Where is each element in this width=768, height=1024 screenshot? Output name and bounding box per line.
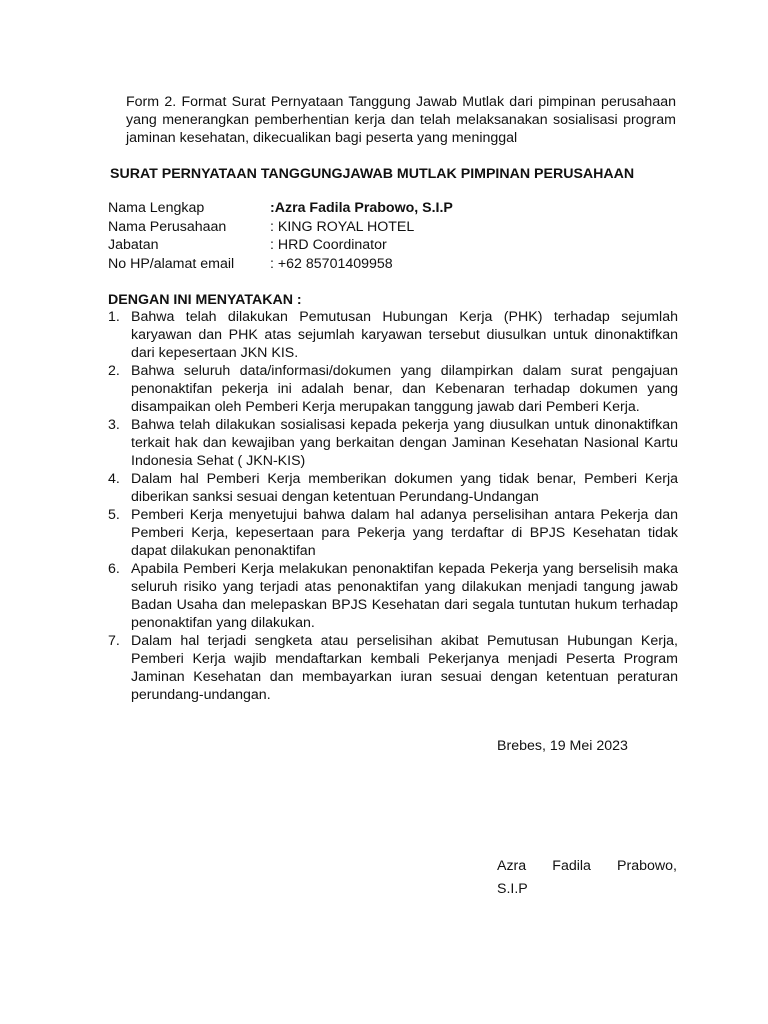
document-title: SURAT PERNYATAAN TANGGUNGJAWAB MUTLAK PIMPINAN PERUSAHAAN	[110, 166, 635, 182]
statement-text: Dalam hal terjadi sengketa atau perselisihan akibat Pemutusan Hubungan Kerja, Pemberi Kerja wajib mendaftarkan kembali Pekerjanya menjadi Peserta Program Jaminan Kesehatan dan membayarkan iuran sesuai dengan ketentuan peraturan perundang-undangan.	[131, 633, 678, 703]
statement-item	[108, 416, 678, 470]
statement-item	[108, 506, 678, 560]
statement-item	[108, 470, 678, 506]
statement-text: Pemberi Kerja menyetujui bahwa dalam hal adanya perselisihan antara Pekerja dan Pemberi Kerja, kepesertaan para Pekerja yang terdaftar di BPJS Kesehatan tidak dapat dilakukan penonaktifan	[131, 507, 678, 559]
statement-item	[108, 632, 678, 704]
statement-number: 1.	[108, 309, 120, 325]
statement-number: 2.	[108, 363, 120, 379]
statement-number: 6.	[108, 561, 120, 577]
position-value: : HRD Coordinator	[270, 237, 387, 253]
contact-value: : +62 85701409958	[270, 255, 393, 272]
company-value: : KING ROYAL HOTEL	[270, 218, 415, 235]
identity-block	[108, 199, 668, 273]
name-value: :Azra Fadila Prabowo, S.I.P	[270, 200, 453, 216]
statement-item	[108, 308, 678, 362]
form-intro: Form 2. Format Surat Pernyataan Tanggung Jawab Mutlak dari pimpinan perusahaan yang menerangkan pemberhentian kerja dan telah melaksanakan sosialisasi program jaminan kesehatan, dikecualikan bagi peserta yang meninggal	[126, 94, 676, 146]
statement-number: 7.	[108, 633, 120, 649]
statement-text: Bahwa seluruh data/informasi/dokumen yang dilampirkan dalam surat pengajuan penonaktifan pekerja ini adalah benar, dan Kebenaran terhadap dokumen yang disampaikan oleh Pemberi Kerja merupakan tanggung jawab dari Pemberi Kerja.	[131, 363, 678, 415]
position-label: Jabatan	[108, 237, 159, 253]
statement-number: 5.	[108, 507, 120, 523]
statement-item	[108, 560, 678, 632]
signer-name: Azra Fadila Prabowo,	[497, 858, 677, 874]
identity-row-position	[108, 236, 668, 255]
name-label: Nama Lengkap	[108, 200, 205, 216]
statement-text: Bahwa telah dilakukan Pemutusan Hubungan Kerja (PHK) terhadap sejumlah karyawan dan PHK atas sejumlah karyawan tersebut diusulkan untuk dinonaktifkan dari kepesertaan JKN KIS.	[131, 309, 678, 361]
identity-row-contact	[108, 255, 668, 274]
statement-number: 4.	[108, 471, 120, 487]
statement-text: Dalam hal Pemberi Kerja memberikan dokumen yang tidak benar, Pemberi Kerja diberikan sanksi sesuai dengan ketentuan Perundang-Undangan	[131, 471, 678, 505]
identity-row-company	[108, 218, 668, 237]
statement-text: Apabila Pemberi Kerja melakukan penonaktifan kepada Pekerja yang berselisih maka seluruh risiko yang terjadi atas penonaktifan yang dilakukan menjadi tangung jawab Badan Usaha dan melepaskan BPJS Kesehatan dari segala tuntutan hukum terhadap penonaktifan yang dilakukan.	[131, 561, 678, 631]
statement-number: 3.	[108, 417, 120, 433]
statement-item	[108, 362, 678, 416]
signer-title: S.I.P	[497, 881, 528, 897]
identity-row-name	[108, 199, 668, 218]
declaration-heading: DENGAN INI MENYATAKAN :	[108, 292, 302, 308]
place-and-date: Brebes, 19 Mei 2023	[497, 738, 628, 754]
statement-list	[108, 308, 678, 704]
statement-text: Bahwa telah dilakukan sosialisasi kepada pekerja yang diusulkan untuk dinonaktifkan terkait hak dan kewajiban yang berkaitan dengan Jaminan Kesehatan Nasional Kartu Indonesia Sehat ( JKN-KIS)	[131, 417, 678, 469]
contact-label: No HP/alamat email	[108, 255, 235, 272]
company-label: Nama Perusahaan	[108, 218, 227, 235]
